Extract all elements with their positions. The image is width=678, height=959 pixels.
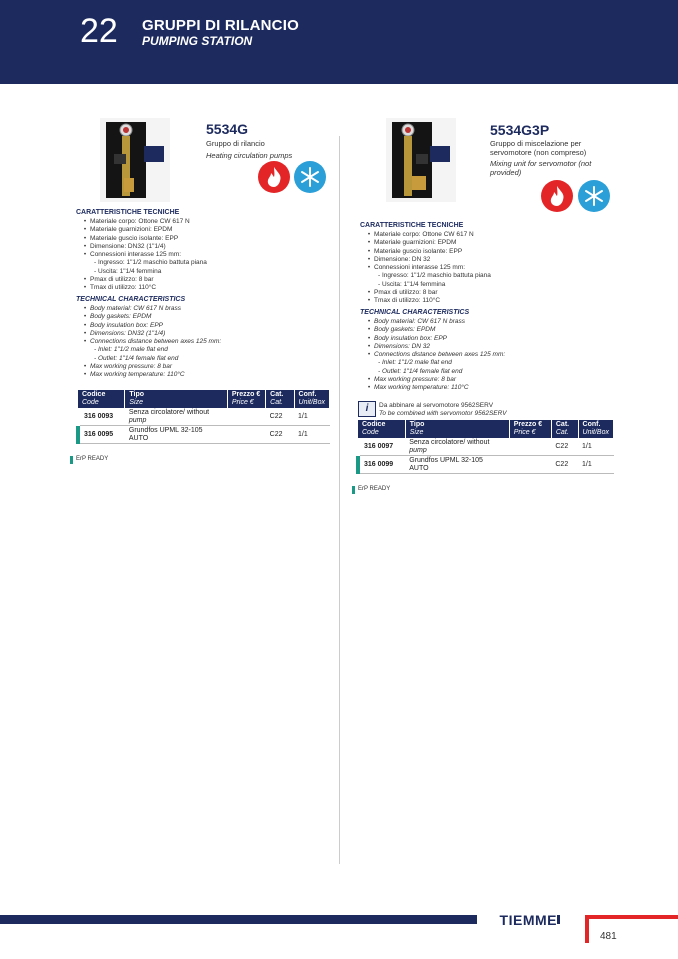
erp-ready-label: ErP READY — [352, 486, 390, 492]
row-code: 316 0093 — [78, 408, 125, 426]
product-image-5534G3P — [386, 118, 456, 202]
note-text-it: Da abbinare al servomotore 9562SERV — [379, 402, 494, 409]
header-type: Tipo Size — [405, 420, 509, 438]
tech-specs-it — [364, 231, 491, 306]
spec-item: • Body insulation box: EPP — [83, 321, 163, 329]
row-price — [509, 456, 551, 474]
table-row — [78, 408, 330, 426]
tech-title-it: CARATTERISTICHE TECNICHE — [360, 222, 464, 229]
snowflake-icon — [294, 161, 326, 193]
spec-item: • Dimensione: DN 32 — [367, 255, 431, 263]
column-divider — [339, 136, 340, 864]
spec-item: - Uscita: 1"1/4 femmina — [378, 280, 446, 288]
header-conf: Conf. Unit/Box — [578, 420, 613, 438]
product-code: 5534G3P — [490, 122, 550, 138]
row-cat: C22 — [266, 426, 294, 444]
row-price — [227, 426, 265, 444]
spec-item: • Body insulation box: EPP — [367, 334, 447, 342]
spec-item: - Outlet: 1"1/4 female flat end — [378, 367, 463, 375]
page-header — [0, 0, 678, 84]
footer-accent — [585, 915, 678, 919]
row-type: Grundfos UPML 32-105 AUTO — [405, 456, 509, 474]
erp-ready-label: ErP READY — [70, 456, 108, 462]
row-code: 316 0099 — [358, 456, 405, 474]
spec-item: • Materiale guarnizioni: EPDM — [367, 239, 457, 247]
spec-item: • Connections distance between axes 125 mm: — [83, 338, 222, 346]
row-code: 316 0097 — [358, 438, 405, 456]
row-cat: C22 — [551, 438, 578, 456]
product-image-5534G — [100, 118, 170, 202]
footer-bar — [0, 915, 560, 924]
spec-item: • Connessioni interasse 125 mm: — [83, 251, 182, 259]
flame-icon — [541, 180, 573, 212]
header-code: Codice Code — [358, 420, 405, 438]
spec-item: • Body material: CW 617 N brass — [83, 305, 182, 312]
row-code: 316 0095 — [78, 426, 125, 444]
product-description-en: Mixing unit for servomotor (not provided) — [490, 159, 592, 177]
spec-item: • Max working pressure: 8 bar — [83, 363, 173, 371]
spec-item: • Materiale corpo: Ottone CW 617 N — [83, 218, 190, 225]
spec-item: • Materiale corpo: Ottone CW 617 N — [367, 231, 474, 238]
spec-item: • Materiale guarnizioni: EPDM — [83, 226, 173, 234]
spec-item: • Materiale guscio isolante: EPP — [83, 234, 179, 242]
tech-title-it: CARATTERISTICHE TECNICHE — [76, 209, 180, 216]
chapter-title: GRUPPI DI RILANCIO — [142, 17, 299, 34]
spec-item: • Connections distance between axes 125 mm: — [367, 351, 506, 359]
table-header — [78, 390, 330, 408]
header-code: Codice Code — [78, 390, 125, 408]
chapter-number: 22 — [80, 12, 118, 50]
row-type: Senza circolatore/ without pump — [405, 438, 509, 456]
spec-item: • Body gaskets: EPDM — [367, 326, 436, 334]
table-header — [358, 420, 614, 438]
spec-item: • Dimensions: DN32 (1"1/4) — [83, 329, 166, 337]
spec-item: • Tmax di utilizzo: 110°C — [367, 297, 441, 305]
spec-item: • Body gaskets: EPDM — [83, 313, 152, 321]
product-table — [356, 420, 614, 474]
product-code: 5534G — [206, 121, 249, 137]
spec-item: - Uscita: 1"1/4 femmina — [94, 267, 162, 275]
row-conf: 1/1 — [578, 438, 613, 456]
spec-item: - Ingresso: 1"1/2 maschio battuta piana — [94, 259, 207, 267]
row-conf: 1/1 — [294, 408, 329, 426]
spec-item: • Dimensions: DN 32 — [367, 342, 430, 350]
spec-item: • Connessioni interasse 125 mm: — [367, 264, 466, 272]
product-table — [76, 390, 330, 444]
brand-logo: TIEMME — [477, 911, 557, 929]
table-row — [358, 438, 614, 456]
spec-item: • Max working temperature: 110°C — [83, 371, 185, 379]
spec-item: • Pmax di utilizzo: 8 bar — [83, 276, 154, 284]
row-type: Grundfos UPML 32-105 AUTO — [125, 426, 228, 444]
row-conf: 1/1 — [578, 456, 613, 474]
spec-item: - Inlet: 1"1/2 male flat end — [378, 359, 452, 367]
header-conf: Conf. Unit/Box — [294, 390, 329, 408]
tech-title-en: TECHNICAL CHARACTERISTICS — [360, 309, 470, 316]
row-conf: 1/1 — [294, 426, 329, 444]
snowflake-icon — [578, 180, 610, 212]
spec-item: • Max working pressure: 8 bar — [367, 376, 457, 384]
flame-icon — [258, 161, 290, 193]
info-icon: i — [358, 401, 376, 417]
note-text-en: To be combined with servomotor 9562SERV — [379, 410, 507, 417]
table-row — [358, 456, 614, 474]
spec-item: • Tmax di utilizzo: 110°C — [83, 284, 157, 292]
product-description-it: Gruppo di rilancio — [206, 139, 265, 148]
page-number: 481 — [600, 931, 617, 942]
spec-item: • Dimensione: DN32 (1"1/4) — [83, 242, 166, 250]
row-type: Senza circolatore/ without pump — [125, 408, 228, 426]
spec-item: • Pmax di utilizzo: 8 bar — [367, 289, 438, 297]
tech-specs-it — [80, 218, 207, 293]
header-cat: Cat. Cat. — [551, 420, 578, 438]
header-price: Prezzo € Price € — [227, 390, 265, 408]
tech-title-en: TECHNICAL CHARACTERISTICS — [76, 296, 186, 303]
spec-item: - Outlet: 1"1/4 female flat end — [94, 354, 179, 362]
header-price: Prezzo € Price € — [509, 420, 551, 438]
spec-item: • Materiale guscio isolante: EPP — [367, 247, 463, 255]
footer-accent — [585, 919, 589, 943]
spec-item: • Max working temperature: 110°C — [367, 384, 469, 392]
product-description-it: Gruppo di miscelazione per servomotore (non compreso) — [490, 139, 587, 157]
spec-item: - Inlet: 1"1/2 male flat end — [94, 346, 168, 354]
tech-specs-en — [364, 318, 505, 393]
row-cat: C22 — [266, 408, 294, 426]
spec-item: - Ingresso: 1"1/2 maschio battuta piana — [378, 272, 491, 280]
header-type: Tipo Size — [125, 390, 228, 408]
row-cat: C22 — [551, 456, 578, 474]
spec-item: • Body material: CW 617 N brass — [367, 318, 466, 325]
row-price — [509, 438, 551, 456]
product-description-en: Heating circulation pumps — [206, 151, 293, 160]
tech-specs-en — [80, 305, 221, 380]
chapter-subtitle: PUMPING STATION — [142, 34, 253, 48]
header-cat: Cat. Cat. — [266, 390, 294, 408]
table-row — [78, 426, 330, 444]
row-price — [227, 408, 265, 426]
